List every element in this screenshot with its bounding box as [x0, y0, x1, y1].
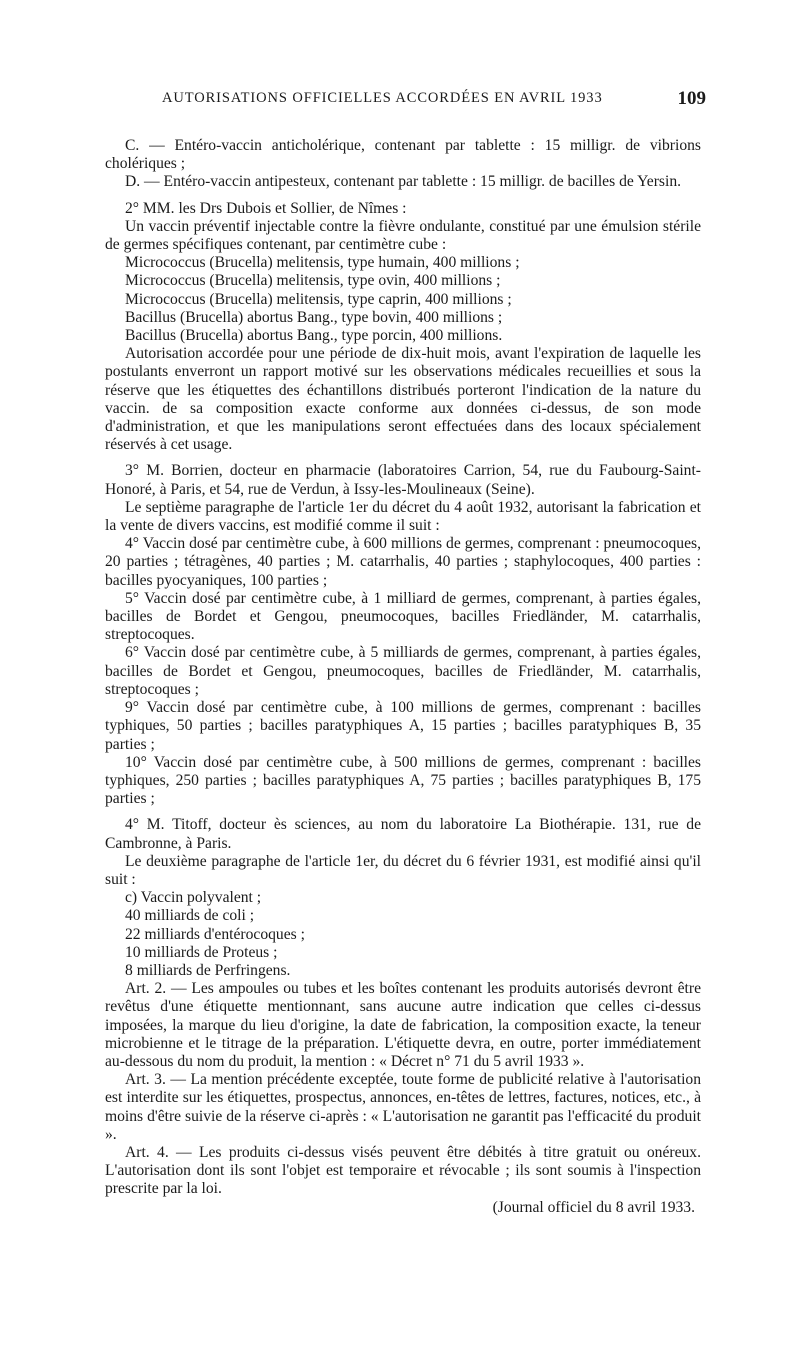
source-citation: (Journal officiel du 8 avril 1933.	[492, 1198, 695, 1216]
paragraph-art-4: Art. 4. — Les produits ci-dessus visés peuvent être débités à titre gratuit ou onéreux. L'autorisation dont ils sont l'objet est temporaire et révocable ; ils sont soumis à l'inspection prescrite par la loi.	[105, 1143, 701, 1198]
list-item-coli: 40 milliards de coli ;	[125, 907, 255, 925]
paragraph-autorisation: Autorisation accordée pour une période de dix-huit mois, avant l'expiration de laquelle les postulants enverront un rapport motivé sur les observations médicales recueillies et sous la réserve que les étiquettes des échantillons distribués porteront l'indication de la nature du vaccin. de sa composition exacte conforme aux données ci-dessus, de son mode d'administration, et que les manipulations seront effectuées dans des locaux spécialement réservés à cet usage.	[105, 345, 701, 454]
running-head: AUTORISATIONS OFFICIELLES ACCORDÉES EN AVRIL 1933	[162, 90, 603, 106]
paragraph-art-2: Art. 2. — Les ampoules ou tubes et les boîtes contenant les produits autorisés devront être revêtus d'une étiquette mentionnant, sans aucune autre indication que celles ci-dessus imposées, la marque du lieu d'origine, la date de fabrication, la composition exacte, la teneur microbienne et le titrage de la préparation. L'étiquette devra, en outre, porter immédiatement au-dessous du nom du produit, la mention : « Décret n° 71 du 5 avril 1933 ».	[105, 980, 701, 1070]
paragraph-vaccin-c: C. — Entéro-vaccin anticholérique, contenant par tablette : 15 milligr. de vibrions cholériques ;	[105, 137, 701, 173]
paragraph-vaccin-9: 9° Vaccin dosé par centimètre cube, à 100 millions de germes, comprenant : bacilles typhiques, 50 parties ; bacilles paratyphiques A, 15 parties ; bacilles paratyphiques B, 35 parties ;	[105, 699, 701, 753]
list-item-polyvalent: c) Vaccin polyvalent ;	[125, 889, 262, 907]
paragraph-vaccin-d: D. — Entéro-vaccin antipesteux, contenant par tablette : 15 milligr. de bacilles de Yersin.	[125, 173, 682, 191]
paragraph-item-2-heading: 2° MM. les Drs Dubois et Sollier, de Nîmes :	[125, 199, 407, 217]
page-header	[100, 88, 706, 114]
list-item-enterocoques: 22 milliards d'entérocoques ;	[125, 925, 305, 943]
paragraph-septieme: Le septième paragraphe de l'article 1er du décret du 4 août 1932, autorisant la fabrication et la vente de divers vaccins, est modifié comme il suit :	[105, 498, 701, 535]
paragraph-deuxieme: Le deuxième paragraphe de l'article 1er, du décret du 6 février 1931, est modifié ainsi qu'il suit :	[105, 852, 701, 888]
paragraph-vaccin-10: 10° Vaccin dosé par centimètre cube, à 500 millions de germes, comprenant : bacilles typhiques, 250 parties ; bacilles paratyphiques A, 75 parties ; bacilles paratyphiques B, 175 parties ;	[105, 753, 701, 808]
body-text	[105, 137, 701, 1217]
list-item-strain-5: Bacillus (Brucella) abortus Bang., type porcin, 400 millions.	[125, 327, 503, 345]
paragraph-art-3: Art. 3. — La mention précédente exceptée, toute forme de publicité relative à l'autorisation est interdite sur les étiquettes, prospectus, annonces, en-têtes de lettres, factures, notices, etc., à moins d'être suivie de la réserve ci-après : « L'autorisation ne garantit pas l'efficacité du produit ».	[105, 1071, 701, 1143]
paragraph-vaccin-ondulante: Un vaccin préventif injectable contre la fièvre ondulante, constitué par une émulsion stérile de germes spécifiques contenant, par centimètre cube :	[105, 217, 701, 254]
list-item-strain-1: Micrococcus (Brucella) melitensis, type humain, 400 millions ;	[125, 254, 520, 272]
paragraph-vaccin-4: 4° Vaccin dosé par centimètre cube, à 600 millions de germes, comprenant : pneumocoques, 20 parties ; tétragènes, 40 parties ; M. catarrhalis, 40 parties ; staphylocoques, 400 parties : bacilles pyocyaniques, 100 parties ;	[105, 535, 701, 589]
page-number: 109	[677, 88, 706, 109]
list-item-strain-3: Micrococcus (Brucella) melitensis, type caprin, 400 millions ;	[125, 290, 512, 308]
paragraph-item-4-heading: 4° M. Titoff, docteur ès sciences, au nom du laboratoire La Biothérapie. 131, rue de Cambronne, à Paris.	[105, 816, 701, 852]
paragraph-vaccin-5: 5° Vaccin dosé par centimètre cube, à 1 milliard de germes, comprenant, à parties égales, bacilles de Bordet et Gengou, pneumocoques, bacilles Friedländer, M. catarrhalis, streptocoques.	[105, 589, 701, 644]
list-item-perfringens: 8 milliards de Perfringens.	[125, 961, 291, 979]
list-item-strain-4: Bacillus (Brucella) abortus Bang., type bovin, 400 millions ;	[125, 308, 503, 326]
paragraph-vaccin-6: 6° Vaccin dosé par centimètre cube, à 5 milliards de germes, comprenant, à parties égales, bacilles de Bordet et Gengou, pneumocoques, bacilles de Friedländer, M. catarrhalis, streptocoques ;	[105, 644, 701, 698]
paragraph-item-3-heading: 3° M. Borrien, docteur en pharmacie (laboratoires Carrion, 54, rue du Faubourg-Saint-Honoré, à Paris, et 54, rue de Verdun, à Issy-les-Moulineaux (Seine).	[105, 462, 701, 498]
list-item-proteus: 10 milliards de Proteus ;	[125, 943, 278, 961]
list-item-strain-2: Micrococcus (Brucella) melitensis, type ovin, 400 millions ;	[125, 272, 501, 290]
